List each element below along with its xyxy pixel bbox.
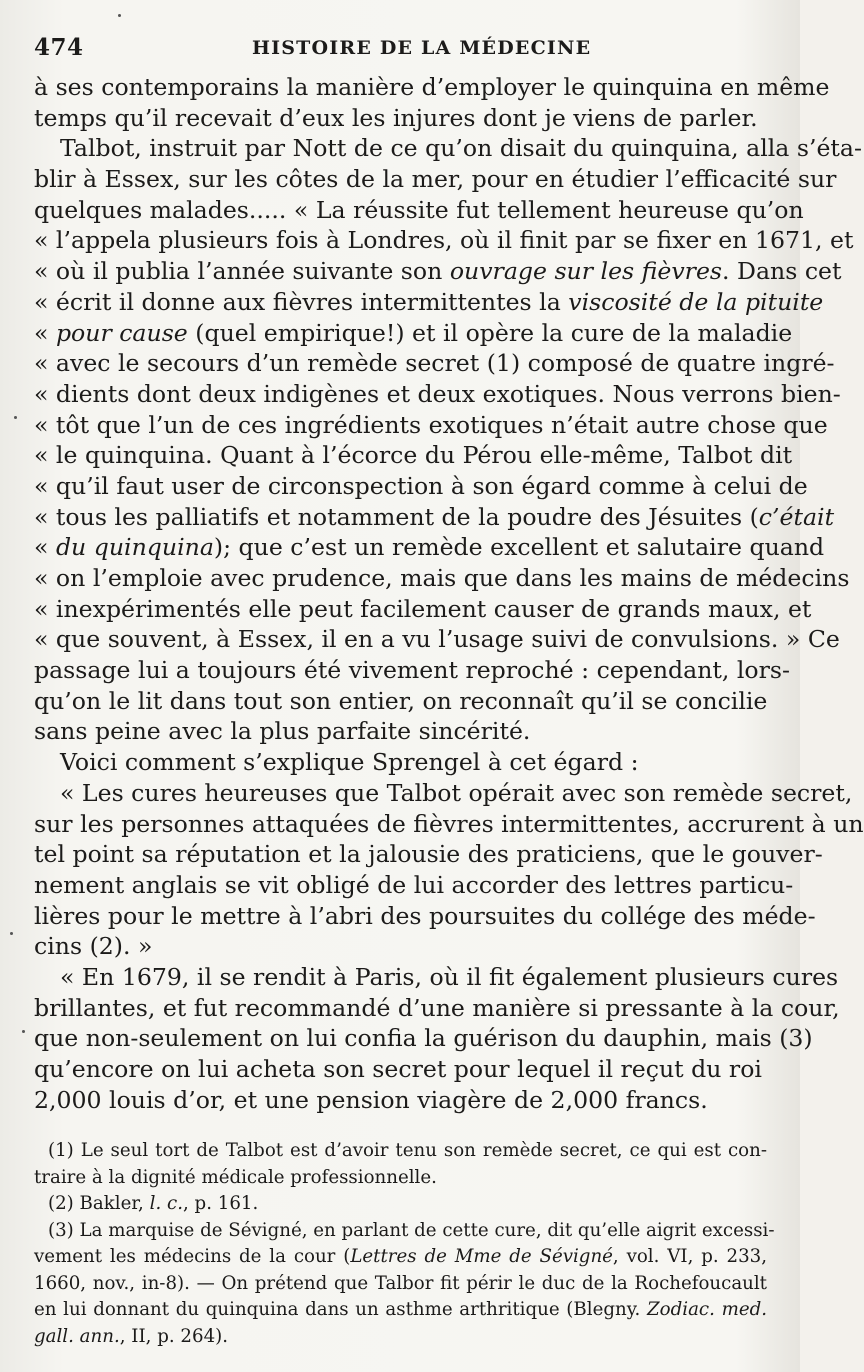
text-line: « tôt que l’un de ces ingrédients exotiques n’était autre chose que xyxy=(34,410,828,439)
text-line: « dients dont deux indigènes et deux exotiques. Nous verrons bien- xyxy=(34,379,841,408)
italic-phrase: du quinquina xyxy=(55,533,214,562)
footnote-line: (1) Le seul tort de Talbot est d’avoir tenu son remède secret, ce qui est con- xyxy=(48,1140,767,1161)
text-line: « Les cures heureuses que Talbot opérait avec son remède secret, xyxy=(60,778,853,807)
text-line: « le quinquina. Quant à l’écorce du Pérou elle-même, Talbot dit xyxy=(34,441,793,470)
text-line: brillantes, et fut recommandé d’une manière si pressante à la cour, xyxy=(34,993,840,1022)
italic-citation: Zodiac. med. xyxy=(647,1299,768,1320)
text-line: qu’on le lit dans tout son entier, on reconnaît qu’il se concilie xyxy=(34,686,768,715)
text-line: « écrit il donne aux fièvres intermittentes la viscosité de la pituite xyxy=(34,287,824,316)
text-line: Talbot, instruit par Nott de ce qu’on disait du quinquina, alla s’éta- xyxy=(60,134,862,163)
italic-phrase: pour cause xyxy=(55,318,188,347)
italic-title: ouvrage sur les fièvres xyxy=(449,257,723,286)
page-header xyxy=(34,34,774,64)
text-line: à ses contemporains la manière d’employer le quinquina en même xyxy=(34,73,830,101)
text-line: blir à Essex, sur les côtes de la mer, pour en étudier l’efficacité sur xyxy=(34,165,837,194)
footnote-line: 1660, nov., in-8). — On prétend que Talbor fit périr le duc de la Rochefoucault xyxy=(34,1272,767,1294)
text-line: nement anglais se vit obligé de lui accorder des lettres particu- xyxy=(34,870,794,899)
text-line: passage lui a toujours été vivement reproché : cependant, lors- xyxy=(34,656,790,685)
italic-citation: gall. ann. xyxy=(34,1325,120,1347)
text-line: « qu’il faut user de circonspection à son égard comme à celui de xyxy=(34,471,808,500)
text-line: « où il publia l’année suivante son ouvrage sur les fièvres. Dans cet xyxy=(34,257,842,286)
italic-citation: l. c. xyxy=(149,1193,183,1214)
footnote-line: (2) Bakler, l. c., p. 161. xyxy=(48,1193,259,1214)
footnote-line: en lui donnant du quinquina dans un asthme arthritique (Blegny. Zodiac. med. xyxy=(34,1299,768,1320)
text-line: quelques malades..... « La réussite fut tellement heureuse qu’on xyxy=(34,195,804,224)
text-line: que non-seulement on lui confia la guérison du dauphin, mais (3) xyxy=(34,1024,813,1053)
text-line: « inexpérimentés elle peut facilement causer de grands maux, et xyxy=(34,594,812,623)
footnote-line: (3) La marquise de Sévigné, en parlant de cette cure, dit qu’elle aigrit excessi- xyxy=(48,1219,775,1241)
footnote-line: traire à la dignité médicale professionnelle. xyxy=(34,1166,437,1188)
text-line: « l’appela plusieurs fois à Londres, où il finit par se fixer en 1671, et xyxy=(34,226,854,255)
footnotes xyxy=(34,1138,775,1350)
ink-speck xyxy=(118,14,121,17)
text-line: sur les personnes attaquées de fièvres intermittentes, accrurent à un xyxy=(34,809,864,838)
ink-speck xyxy=(22,1030,25,1033)
text-line: « du quinquina); que c’est un remède excellent et salutaire quand xyxy=(34,533,825,562)
footnote-line: vement les médecins de la cour (Lettres de Mme de Sévigné, vol. VI, p. 233, xyxy=(34,1246,767,1267)
running-title: HISTOIRE DE LA MÉDECINE xyxy=(252,37,592,59)
text-line: 2,000 louis d’or, et une pension viagère de 2,000 francs. xyxy=(34,1085,708,1114)
text-line: temps qu’il recevait d’eux les injures dont je viens de parler. xyxy=(34,103,758,132)
ink-speck xyxy=(10,932,13,935)
page-number: 474 xyxy=(34,34,84,61)
text-line: cins (2). » xyxy=(34,932,153,961)
italic-phrase: c’était xyxy=(758,502,835,531)
body-text xyxy=(34,72,864,1115)
text-line: lières pour le mettre à l’abri des poursuites du collége des méde- xyxy=(34,901,816,930)
footnote-line: gall. ann., II, p. 264). xyxy=(34,1325,229,1347)
text-line: « pour cause (quel empirique!) et il opère la cure de la maladie xyxy=(34,318,793,347)
text-line: sans peine avec la plus parfaite sincérité. xyxy=(34,717,531,746)
text-line: « on l’emploie avec prudence, mais que dans les mains de médecins xyxy=(34,564,850,592)
italic-citation: Lettres de Mme de Sévigné xyxy=(350,1246,613,1267)
ink-speck xyxy=(14,416,17,419)
text-line: « avec le secours d’un remède secret (1) composé de quatre ingré- xyxy=(34,349,835,378)
text-line: « que souvent, à Essex, il en a vu l’usage suivi de convulsions. » Ce xyxy=(34,625,840,654)
text-line: « tous les palliatifs et notamment de la poudre des Jésuites (c’était xyxy=(34,502,835,531)
text-line: Voici comment s’explique Sprengel à cet égard : xyxy=(60,748,639,777)
text-line: qu’encore on lui acheta son secret pour lequel il reçut du roi xyxy=(34,1055,762,1083)
italic-phrase: viscosité de la pituite xyxy=(568,287,824,316)
text-line: tel point sa réputation et la jalousie des praticiens, que le gouver- xyxy=(34,840,823,869)
text-line: « En 1679, il se rendit à Paris, où il fit également plusieurs cures xyxy=(60,962,839,991)
